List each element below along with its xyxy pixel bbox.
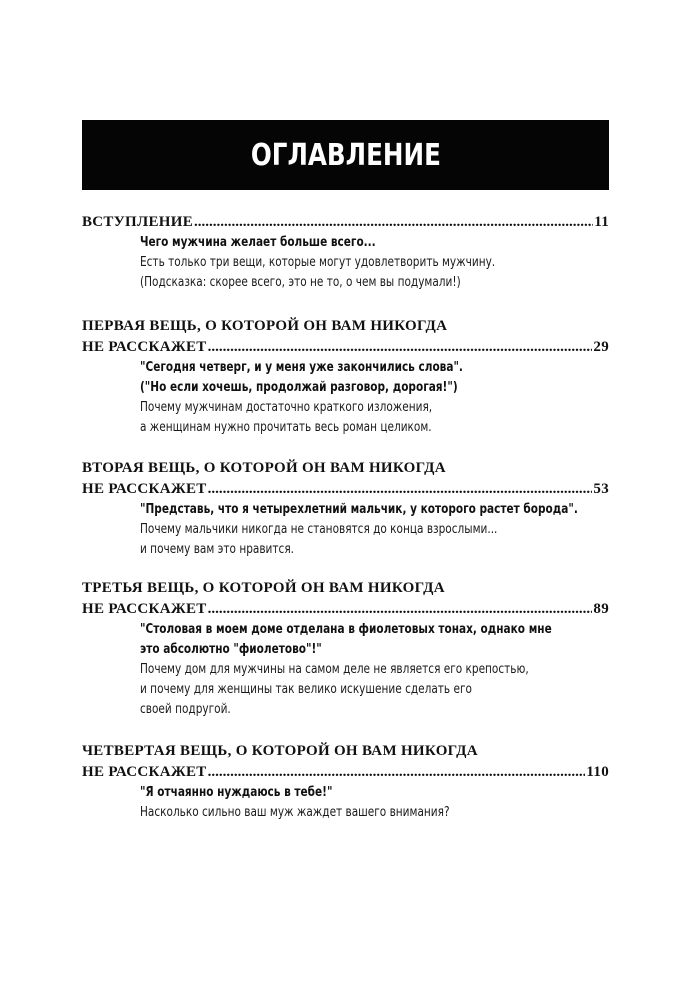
toc-description: Почему мужчинам достаточно краткого изложения, [140,400,433,415]
toc-quote: Чего мужчина желает больше всего... [140,235,376,250]
toc-description: Насколько сильно ваш муж жаждет вашего внимания? [140,805,450,820]
dot-leader [208,762,586,783]
toc-page-number: 53 [593,481,609,497]
toc-entry-fourth-thing[interactable] [82,741,609,823]
toc-description: (Подсказка: скорее всего, это не то, о чем вы подумали!) [140,275,461,290]
dot-leader [208,479,593,500]
toc-heading-text: НЕ РАССКАЖЕТ [82,481,207,497]
toc-quote: ("Но если хочешь, продолжай разговор, дорогая!") [140,380,458,395]
dot-leader [208,599,593,620]
dot-leader [194,212,593,233]
toc-description: Почему дом для мужчины на самом деле не является его крепостью, [140,662,529,677]
toc-heading-text: ТРЕТЬЯ ВЕЩЬ, О КОТОРОЙ ОН ВАМ НИКОГДА [82,580,445,596]
toc-quote: это абсолютно "фиолетово"!" [140,642,322,657]
toc-page-number: 29 [593,339,609,355]
toc-description: своей подругой. [140,702,231,717]
toc-heading-line[interactable] [82,212,609,233]
toc-heading-text: ВТОРАЯ ВЕЩЬ, О КОТОРОЙ ОН ВАМ НИКОГДА [82,460,446,476]
toc-page-number: 110 [586,764,609,780]
toc-entry-third-thing[interactable] [82,578,609,720]
toc-description: Есть только три вещи, которые могут удовлетворить мужчину. [140,255,496,270]
toc-heading-line[interactable] [82,599,609,620]
toc-page-number: 11 [594,214,609,230]
page-title: ОГЛАВЛЕНИЕ [250,137,441,173]
toc-entry-second-thing[interactable] [82,458,609,560]
toc-heading-text: НЕ РАССКАЖЕТ [82,764,207,780]
dot-leader [208,337,593,358]
toc-heading-text: ЧЕТВЕРТАЯ ВЕЩЬ, О КОТОРОЙ ОН ВАМ НИКОГДА [82,743,478,759]
toc-description: и почему вам это нравится. [140,542,294,557]
toc-entry-first-thing[interactable] [82,316,609,438]
toc-heading-line[interactable] [82,762,609,783]
toc-heading-line[interactable] [82,479,609,500]
toc-heading-text: НЕ РАССКАЖЕТ [82,601,207,617]
toc-heading-text: НЕ РАССКАЖЕТ [82,339,207,355]
toc-quote: "Столовая в моем доме отделана в фиолетовых тонах, однако мне [140,622,552,637]
toc-description: а женщинам нужно прочитать весь роман целиком. [140,420,432,435]
toc-heading-text: ПЕРВАЯ ВЕЩЬ, О КОТОРОЙ ОН ВАМ НИКОГДА [82,318,448,334]
toc-entry-introduction[interactable] [82,212,609,293]
title-banner [82,120,609,190]
toc-description: и почему для женщины так велико искушение сделать его [140,682,472,697]
toc-heading-line[interactable] [82,337,609,358]
toc-description: Почему мальчики никогда не становятся до конца взрослыми... [140,522,498,537]
toc-quote: "Представь, что я четырехлетний мальчик, у которого растет борода". [140,502,578,517]
toc-quote: "Сегодня четверг, и у меня уже закончились слова". [140,360,463,375]
toc-heading-text: ВСТУПЛЕНИЕ [82,214,194,230]
toc-page-number: 89 [593,601,609,617]
toc-quote: "Я отчаянно нуждаюсь в тебе!" [140,785,333,800]
